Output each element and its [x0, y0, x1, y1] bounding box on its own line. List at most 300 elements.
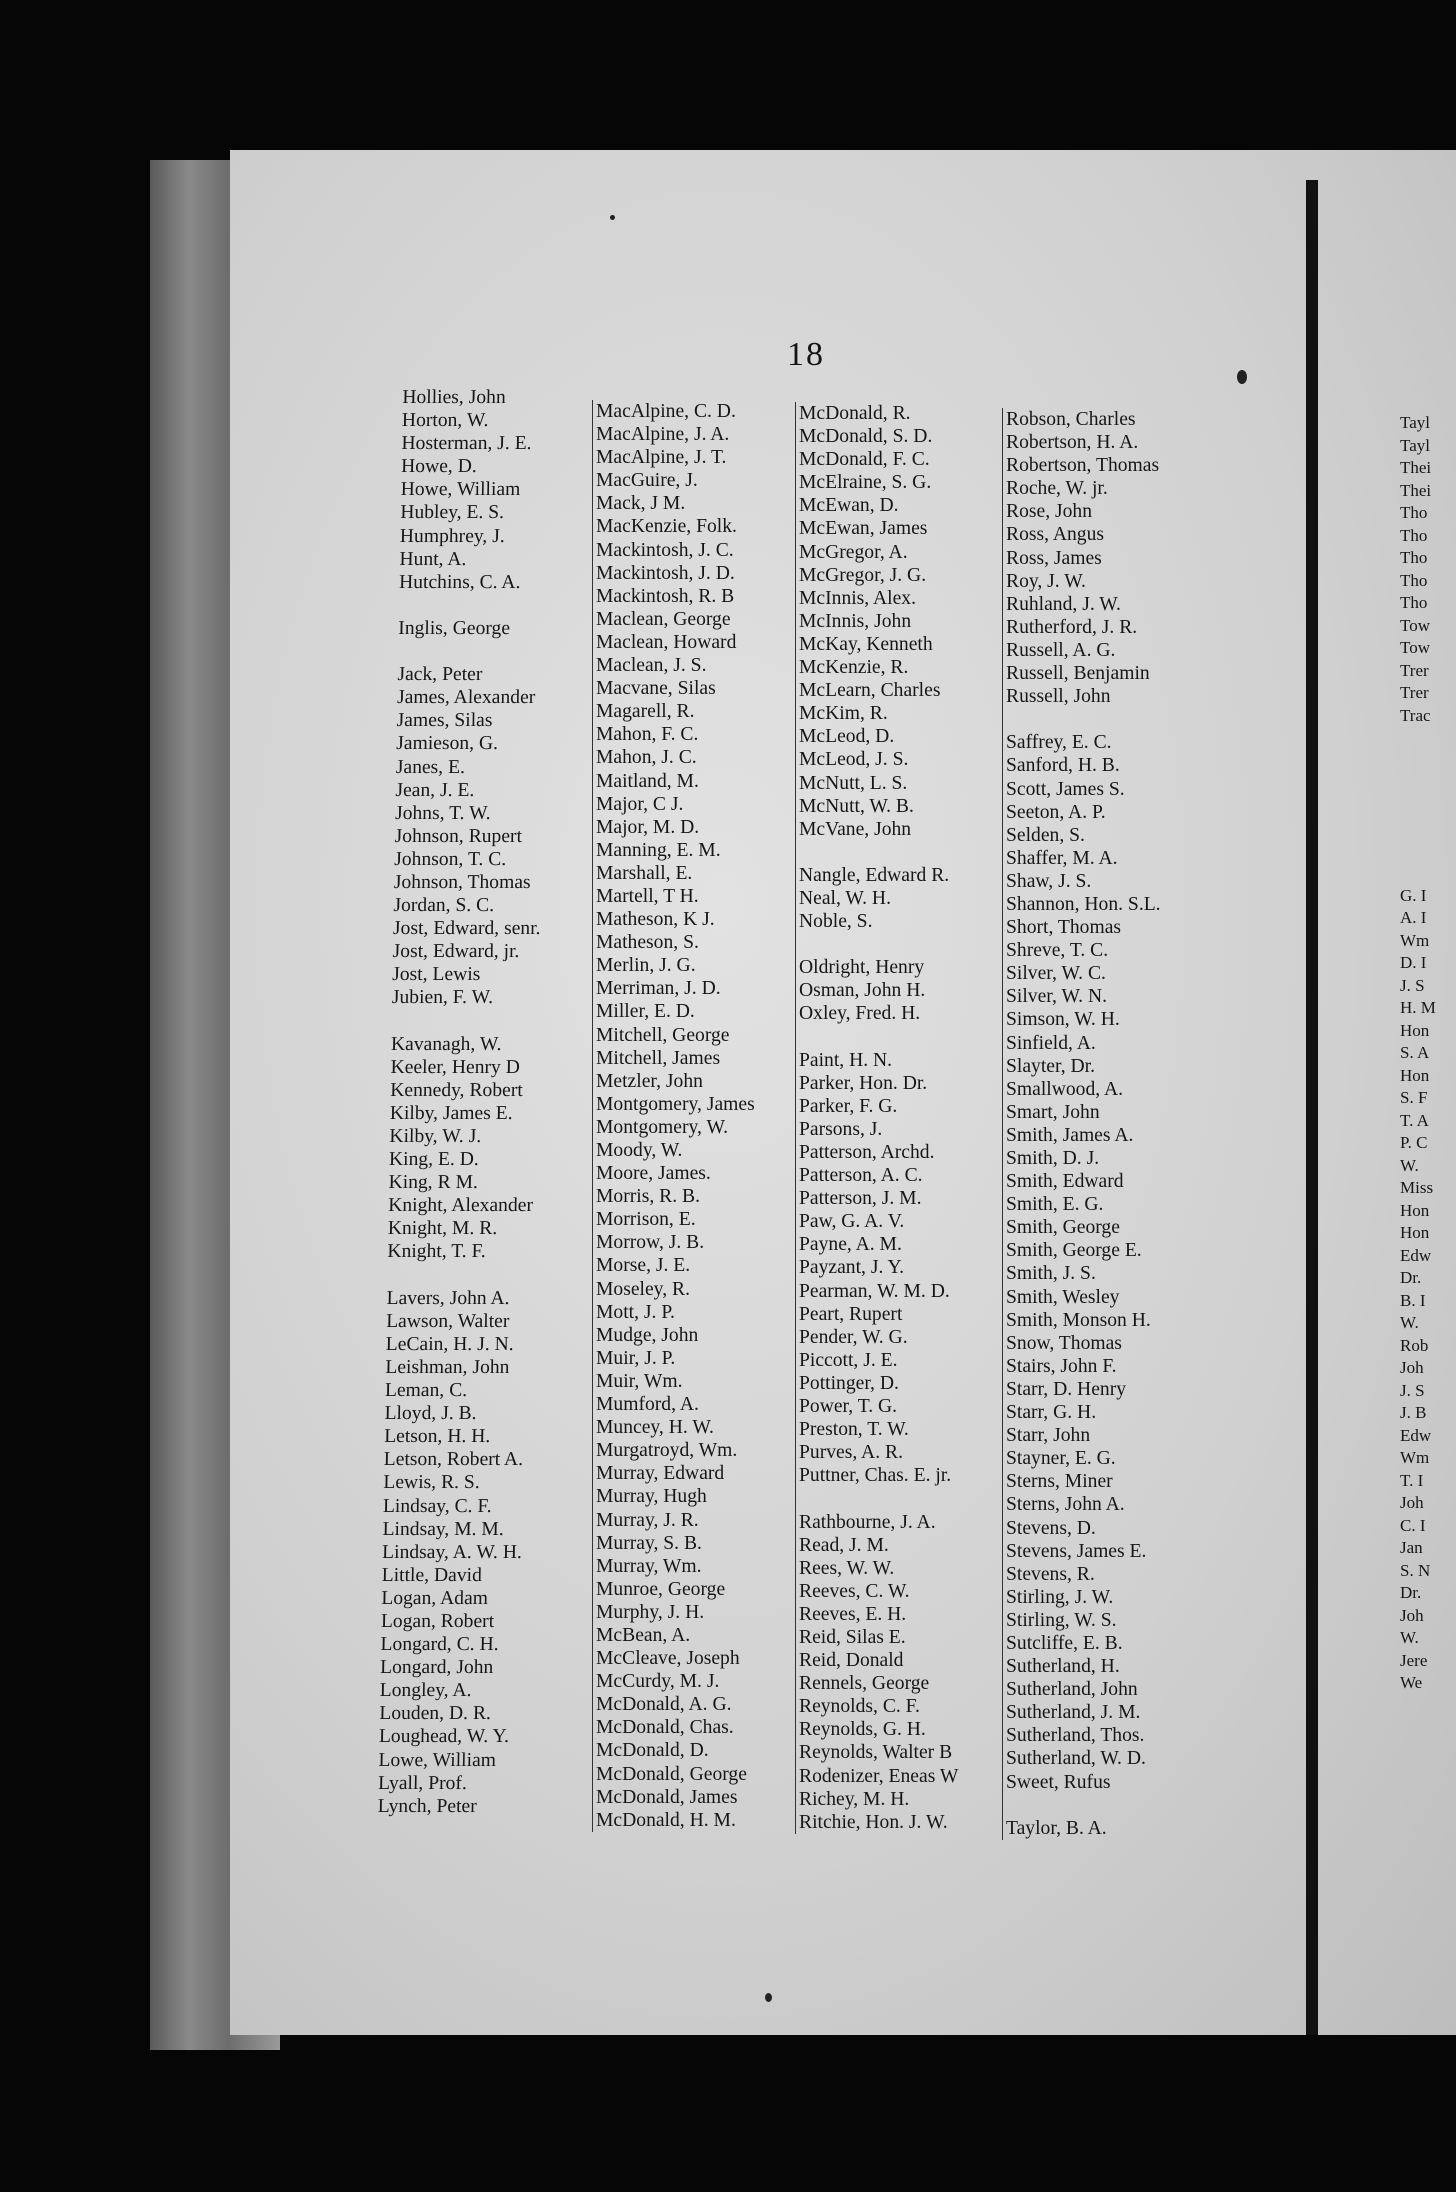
directory-entry: Smart, John — [1006, 1101, 1100, 1123]
directory-entry: Morse, J. E. — [596, 1255, 691, 1277]
directory-entry: Maclean, George — [596, 608, 731, 630]
directory-entry: Tow — [1400, 638, 1430, 657]
directory-entry: McInnis, John — [799, 610, 912, 632]
directory-entry: Maclean, Howard — [596, 631, 737, 653]
directory-entry: T. I — [1400, 1470, 1424, 1490]
ink-speck — [1237, 370, 1247, 384]
directory-entry: Kilby, W. J. — [389, 1126, 482, 1147]
directory-entry: H. M — [1400, 998, 1436, 1017]
directory-entry: Reid, Silas E. — [799, 1626, 906, 1648]
directory-entry: Stairs, John F. — [1006, 1355, 1117, 1377]
directory-entry: McDonald, George — [596, 1763, 747, 1785]
directory-entry: McDonald, H. M. — [596, 1809, 736, 1831]
directory-entry: Robson, Charles — [1006, 409, 1136, 430]
directory-entry: Tho — [1400, 503, 1428, 522]
directory-entry: Wm — [1400, 930, 1430, 950]
directory-entry: Rob — [1400, 1335, 1429, 1355]
directory-entry: Parker, Hon. Dr. — [799, 1072, 928, 1094]
directory-entry: Sutherland, Thos. — [1006, 1725, 1145, 1747]
section-gap — [1400, 817, 1436, 840]
directory-entry: Mitchell, James — [596, 1047, 721, 1069]
directory-entry: Murgatroyd, Wm. — [596, 1440, 738, 1462]
directory-entry: C. I — [1400, 1515, 1426, 1535]
directory-entry: Lindsay, C. F. — [382, 1495, 492, 1517]
section-gap — [799, 841, 958, 864]
directory-entry: Lloyd, J. B. — [384, 1403, 477, 1425]
directory-entry: Morris, R. B. — [596, 1186, 700, 1208]
directory-entry: Jack, Peter — [397, 664, 483, 686]
directory-entry: Lindsay, M. M. — [382, 1518, 504, 1540]
directory-entry: Stayner, E. G. — [1006, 1448, 1116, 1470]
directory-entry: Silver, W. C. — [1006, 963, 1106, 985]
directory-entry: Rennels, George — [799, 1673, 930, 1695]
directory-entry: Murray, Hugh — [596, 1486, 707, 1508]
directory-entry: Oldright, Henry — [799, 957, 925, 979]
directory-entry: B. I — [1400, 1290, 1426, 1310]
directory-entry: Major, C J. — [596, 793, 684, 815]
directory-entry: Hutchins, C. A. — [398, 571, 521, 593]
directory-entry: Pender, W. G. — [799, 1326, 908, 1348]
directory-entry: Knight, M. R. — [387, 1218, 498, 1240]
directory-entry: Kavanagh, W. — [390, 1033, 502, 1055]
directory-entry: Lawson, Walter — [385, 1310, 510, 1332]
section-gap — [799, 1487, 958, 1510]
directory-entry: James, Silas — [396, 710, 493, 732]
directory-entry: McKim, R. — [799, 703, 888, 725]
directory-entry: Short, Thomas — [1006, 917, 1122, 939]
directory-entry: Mackintosh, J. D. — [596, 562, 735, 584]
name-column-5-cropped — [1400, 412, 1436, 1695]
directory-entry: Edw — [1400, 1425, 1432, 1445]
directory-entry: McCleave, Joseph — [596, 1648, 740, 1670]
directory-entry: Sterns, John A. — [1006, 1494, 1125, 1516]
directory-entry: Payzant, J. Y. — [799, 1257, 905, 1279]
directory-entry: Osman, John H. — [799, 980, 926, 1002]
directory-entry: Starr, D. Henry — [1006, 1378, 1127, 1400]
directory-entry: Keeler, Henry D — [390, 1056, 521, 1078]
directory-entry: McInnis, Alex. — [799, 587, 917, 609]
directory-entry: S. F — [1400, 1088, 1428, 1107]
directory-entry: Parsons, J. — [799, 1118, 883, 1140]
directory-entry: Moseley, R. — [596, 1278, 690, 1300]
directory-entry: Sinfield, A. — [1006, 1032, 1096, 1054]
directory-entry: Piccott, J. E. — [799, 1349, 898, 1371]
directory-entry: Jordan, S. C. — [393, 895, 495, 917]
directory-entry: Tayl — [1400, 413, 1430, 432]
directory-entry: Stirling, J. W. — [1006, 1586, 1114, 1608]
directory-entry: Lynch, Peter — [377, 1795, 477, 1817]
directory-entry: Richey, M. H. — [799, 1788, 910, 1810]
directory-entry: Mott, J. P. — [596, 1301, 675, 1323]
directory-entry: Stirling, W. S. — [1006, 1609, 1117, 1631]
directory-entry: Kennedy, Robert — [390, 1079, 523, 1101]
directory-entry: Smallwood, A. — [1006, 1078, 1124, 1100]
directory-entry: Leman, C. — [384, 1380, 468, 1402]
directory-entry: Johnson, T. C. — [394, 848, 507, 870]
directory-entry: Silver, W. N. — [1006, 986, 1108, 1008]
directory-entry: Stevens, R. — [1006, 1563, 1095, 1585]
section-gap — [1006, 1794, 1161, 1817]
directory-entry: Scott, James S. — [1006, 778, 1125, 800]
directory-entry: J. S — [1400, 975, 1425, 995]
directory-entry: McLearn, Charles — [799, 680, 941, 702]
directory-entry: Little, David — [381, 1564, 483, 1586]
directory-entry: Neal, W. H. — [799, 887, 891, 909]
directory-entry: Wm — [1400, 1448, 1430, 1467]
directory-entry: Ruhland, J. W. — [1006, 593, 1121, 615]
directory-entry: Patterson, A. C. — [799, 1165, 923, 1187]
directory-entry: McNutt, W. B. — [799, 795, 914, 817]
directory-entry: Taylor, B. A. — [1006, 1817, 1107, 1839]
directory-entry: Reeves, C. W. — [799, 1580, 910, 1602]
directory-entry: Loughead, W. Y. — [378, 1726, 510, 1748]
directory-entry: Marshall, E. — [596, 862, 693, 884]
directory-entry: Jost, Edward, senr. — [392, 918, 541, 940]
directory-entry: Letson, H. H. — [383, 1426, 491, 1448]
book-gutter — [1306, 180, 1318, 2035]
directory-entry: Longard, C. H. — [380, 1634, 499, 1656]
directory-entry: McDonald, F. C. — [799, 449, 930, 471]
directory-entry: Sweet, Rufus — [1006, 1771, 1111, 1793]
directory-entry: Smith, George E. — [1006, 1240, 1142, 1262]
section-gap — [799, 933, 958, 956]
section-gap — [1400, 772, 1436, 795]
directory-entry: Louden, D. R. — [379, 1703, 492, 1725]
section-gap — [1400, 727, 1436, 750]
directory-entry: Sutherland, J. M. — [1006, 1702, 1141, 1724]
directory-entry: Patterson, Archd. — [799, 1142, 935, 1163]
directory-entry: McKenzie, R. — [799, 657, 909, 679]
directory-entry: Moore, James. — [596, 1163, 711, 1185]
directory-entry: Smith, Wesley — [1006, 1286, 1120, 1308]
directory-entry: Jubien, F. W. — [391, 987, 494, 1009]
directory-entry: Inglis, George — [398, 617, 511, 639]
directory-entry: McLeod, D. — [799, 726, 895, 748]
section-gap — [1400, 795, 1436, 818]
directory-entry: McDonald, A. G. — [596, 1694, 732, 1716]
directory-entry: Murray, Wm. — [596, 1555, 702, 1577]
directory-entry: Power, T. G. — [799, 1396, 898, 1418]
directory-entry: Ross, Angus — [1006, 524, 1104, 546]
directory-entry: Howe, William — [400, 479, 521, 501]
directory-entry: MacAlpine, J. A. — [596, 424, 730, 446]
directory-entry: Pearman, W. M. D. — [799, 1280, 950, 1302]
directory-entry: Lewis, R. S. — [383, 1472, 480, 1494]
directory-entry: McBean, A. — [596, 1624, 691, 1646]
directory-entry: Starr, John — [1006, 1425, 1091, 1447]
directory-entry: McEwan, James — [799, 518, 928, 540]
directory-entry: Tho — [1400, 570, 1428, 590]
directory-entry: McCurdy, M. J. — [596, 1671, 720, 1693]
directory-entry: Logan, Adam — [381, 1587, 489, 1609]
directory-entry: Shaffer, M. A. — [1006, 847, 1118, 869]
directory-entry: Stevens, James E. — [1006, 1540, 1147, 1562]
directory-entry: G. I — [1400, 885, 1427, 905]
directory-entry: McElraine, S. G. — [799, 472, 932, 494]
directory-entry: Hon — [1400, 1065, 1430, 1085]
directory-entry: Joh — [1400, 1493, 1424, 1512]
directory-entry: McDonald, James — [596, 1786, 738, 1808]
directory-entry: Letson, Robert A. — [383, 1449, 524, 1471]
page-number: 18 — [787, 336, 825, 373]
name-column-3 — [795, 402, 958, 1834]
directory-entry: Lowe, William — [378, 1749, 497, 1771]
directory-entry: Patterson, J. M. — [799, 1188, 922, 1210]
directory-entry: MacGuire, J. — [596, 470, 698, 492]
directory-entry: Macvane, Silas — [596, 678, 716, 700]
directory-entry: Horton, W. — [401, 410, 489, 432]
directory-entry: Kilby, James E. — [389, 1102, 513, 1124]
directory-entry: Merriman, J. D. — [596, 978, 721, 1000]
directory-entry: Lyall, Prof. — [377, 1772, 468, 1794]
directory-entry: We — [1400, 1673, 1423, 1692]
directory-entry: Rutherford, J. R. — [1006, 616, 1138, 638]
directory-entry: Morrow, J. B. — [596, 1232, 705, 1254]
directory-entry: Parker, F. G. — [799, 1095, 898, 1117]
directory-entry: S. N — [1400, 1560, 1431, 1580]
directory-entry: Knight, Alexander — [388, 1195, 534, 1217]
directory-entry: Seeton, A. P. — [1006, 801, 1106, 823]
directory-entry: Tow — [1400, 615, 1430, 635]
directory-entry: Mumford, A. — [596, 1394, 699, 1416]
directory-entry: Thei — [1400, 480, 1432, 500]
section-gap — [1400, 750, 1436, 773]
directory-entry: Smith, E. G. — [1006, 1194, 1104, 1216]
directory-entry: Howe, D. — [400, 456, 477, 478]
directory-entry: Jean, J. E. — [395, 779, 475, 801]
directory-entry: W. — [1400, 1628, 1419, 1647]
directory-entry: J. S — [1400, 1380, 1425, 1400]
directory-entry: Rathbourne, J. A. — [799, 1511, 936, 1533]
directory-entry: Paint, H. N. — [799, 1049, 893, 1071]
directory-entry: Purves, A. R. — [799, 1442, 903, 1464]
directory-entry: Murray, S. B. — [596, 1532, 702, 1554]
directory-entry: Read, J. M. — [799, 1534, 889, 1556]
directory-entry: Matheson, K J. — [596, 909, 715, 931]
directory-entry: Ritchie, Hon. J. W. — [799, 1811, 948, 1833]
directory-entry: Sterns, Miner — [1006, 1471, 1113, 1493]
directory-entry: Simson, W. H. — [1006, 1009, 1120, 1031]
directory-entry: Trac — [1400, 705, 1431, 725]
directory-entry: Moody, W. — [596, 1140, 683, 1161]
directory-entry: Major, M. D. — [596, 816, 700, 838]
directory-entry: Smith, George — [1006, 1217, 1120, 1239]
directory-entry: Starr, G. H. — [1006, 1402, 1097, 1424]
directory-entry: Smith, D. J. — [1006, 1148, 1100, 1169]
directory-entry: MacAlpine, J. T. — [596, 447, 727, 469]
directory-entry: Lavers, John A. — [386, 1287, 510, 1309]
directory-entry: J. B — [1400, 1403, 1427, 1422]
directory-entry: Mack, J M. — [596, 493, 686, 515]
directory-entry: Peart, Rupert — [799, 1303, 903, 1325]
directory-entry: Lindsay, A. W. H. — [381, 1541, 523, 1563]
directory-entry: Saffrey, E. C. — [1006, 732, 1112, 754]
directory-entry: MacKenzie, Folk. — [596, 516, 737, 538]
section-gap — [799, 1026, 958, 1049]
directory-entry: McVane, John — [799, 818, 912, 840]
directory-entry: Pottinger, D. — [799, 1372, 899, 1394]
directory-entry: Sutherland, H. — [1006, 1656, 1120, 1678]
directory-entry: Roy, J. W. — [1006, 570, 1086, 592]
name-column-1 — [378, 386, 550, 1818]
directory-entry: Paw, G. A. V. — [799, 1211, 905, 1233]
document-page — [230, 150, 1456, 2035]
section-gap — [391, 1010, 539, 1033]
directory-entry: Longard, John — [379, 1657, 494, 1679]
directory-entry: Puttner, Chas. E. jr. — [799, 1465, 952, 1487]
directory-entry: Roche, W. jr. — [1006, 478, 1108, 500]
directory-entry: Montgomery, W. — [596, 1116, 729, 1138]
directory-entry: A. I — [1400, 908, 1427, 927]
directory-entry: Reynolds, Walter B — [799, 1742, 953, 1764]
directory-entry: James, Alexander — [396, 687, 536, 709]
directory-entry: T. A — [1400, 1110, 1429, 1130]
name-column-4 — [1002, 408, 1161, 1840]
directory-entry: Joh — [1400, 1605, 1424, 1625]
directory-entry: McDonald, S. D. — [799, 426, 933, 448]
directory-entry: Jost, Edward, jr. — [392, 941, 520, 963]
directory-entry: Smith, Edward — [1006, 1171, 1124, 1193]
directory-entry: Payne, A. M. — [799, 1234, 902, 1256]
directory-entry: Reeves, E. H. — [799, 1603, 907, 1625]
directory-entry: Oxley, Fred. H. — [799, 1003, 921, 1025]
directory-entry: Noble, S. — [799, 911, 873, 933]
directory-entry: Preston, T. W. — [799, 1419, 909, 1441]
directory-entry: Magarell, R. — [596, 701, 695, 723]
directory-entry: Logan, Robert — [380, 1610, 495, 1632]
directory-entry: Jamieson, G. — [396, 733, 499, 755]
directory-entry: Russell, A. G. — [1006, 639, 1116, 661]
directory-entry: Jere — [1400, 1650, 1428, 1670]
directory-entry: Mackintosh, R. B — [596, 585, 735, 607]
name-column-2 — [592, 400, 755, 1832]
directory-entry: Dr. — [1400, 1583, 1422, 1602]
directory-entry: Muir, J. P. — [596, 1347, 676, 1369]
directory-entry: Morrison, E. — [596, 1209, 696, 1231]
directory-entry: W. — [1400, 1313, 1419, 1332]
section-gap — [1400, 862, 1436, 885]
directory-entry: Murray, J. R. — [596, 1509, 699, 1531]
directory-entry: Tho — [1400, 525, 1428, 545]
directory-entry: Hon — [1400, 1200, 1430, 1220]
directory-entry: Rees, W. W. — [799, 1557, 895, 1579]
directory-entry: Tayl — [1400, 435, 1430, 455]
directory-entry: Tho — [1400, 593, 1428, 612]
directory-entry: McGregor, J. G. — [799, 564, 927, 586]
ink-speck — [765, 1993, 772, 2002]
directory-entry: Sutcliffe, E. B. — [1006, 1632, 1123, 1654]
directory-entry: Johns, T. W. — [394, 802, 491, 824]
directory-entry: Hubley, E. S. — [400, 502, 505, 524]
directory-entry: McDonald, D. — [596, 1740, 709, 1762]
directory-entry: McNutt, L. S. — [799, 772, 908, 794]
directory-entry: P. C — [1400, 1133, 1428, 1152]
section-gap — [398, 594, 546, 617]
directory-entry: Jan — [1400, 1538, 1423, 1557]
directory-entry: Sanford, H. B. — [1006, 755, 1120, 777]
directory-entry: Hunt, A. — [399, 548, 467, 570]
directory-entry: Murphy, J. H. — [596, 1601, 705, 1623]
directory-entry: Manning, E. M. — [596, 839, 721, 861]
directory-entry: Maclean, J. S. — [596, 655, 707, 677]
directory-entry: Reynolds, G. H. — [799, 1719, 926, 1741]
directory-entry: Shreve, T. C. — [1006, 940, 1109, 962]
directory-entry: Mitchell, George — [596, 1024, 730, 1046]
directory-entry: Hosterman, J. E. — [401, 433, 532, 455]
directory-entry: Knight, T. F. — [387, 1241, 486, 1263]
directory-entry: Thei — [1400, 458, 1432, 477]
directory-entry: Smith, James A. — [1006, 1124, 1134, 1146]
directory-entry: King, R M. — [388, 1172, 479, 1194]
directory-entry: Robertson, H. A. — [1006, 432, 1139, 454]
directory-entry: Mackintosh, J. C. — [596, 539, 734, 561]
directory-entry: Joh — [1400, 1358, 1424, 1377]
directory-entry: Sutherland, John — [1006, 1679, 1138, 1701]
directory-entry: Montgomery, James — [596, 1093, 755, 1115]
directory-entry: Leishman, John — [385, 1356, 510, 1378]
directory-entry: Hollies, John — [402, 387, 506, 408]
directory-entry: McEwan, D. — [799, 495, 899, 517]
directory-entry: Metzler, John — [596, 1070, 703, 1092]
directory-entry: Robertson, Thomas — [1006, 455, 1160, 477]
directory-entry: Shannon, Hon. S.L. — [1006, 893, 1161, 915]
directory-entry: Russell, Benjamin — [1006, 663, 1150, 685]
directory-entry: Reid, Donald — [799, 1650, 904, 1672]
directory-entry: Maitland, M. — [596, 770, 699, 792]
directory-entry: Dr. — [1400, 1268, 1422, 1287]
directory-entry: Trer — [1400, 683, 1429, 702]
directory-entry: LeCain, H. J. N. — [385, 1333, 514, 1355]
directory-entry: D. I — [1400, 953, 1427, 972]
directory-entry: McDonald, R. — [799, 403, 911, 424]
directory-entry: Hon — [1400, 1223, 1430, 1242]
directory-entry: Humphrey, J. — [399, 525, 505, 547]
section-gap — [1400, 840, 1436, 863]
directory-entry: Mahon, F. C. — [596, 724, 699, 746]
directory-entry: Merlin, J. G. — [596, 955, 696, 977]
directory-entry: Reynolds, C. F. — [799, 1696, 920, 1718]
directory-entry: Murray, Edward — [596, 1463, 725, 1485]
directory-entry: Janes, E. — [395, 756, 466, 778]
directory-entry: Johnson, Rupert — [394, 825, 523, 847]
directory-entry: S. A — [1400, 1043, 1430, 1062]
directory-entry: W. — [1400, 1155, 1419, 1175]
directory-entry: Rose, John — [1006, 501, 1093, 523]
directory-entry: Sutherland, W. D. — [1006, 1748, 1146, 1770]
directory-entry: MacAlpine, C. D. — [596, 401, 736, 422]
directory-entry: McLeod, J. S. — [799, 749, 909, 771]
directory-entry: Tho — [1400, 548, 1428, 567]
directory-entry: Miss — [1400, 1178, 1434, 1197]
directory-entry: Longley, A. — [379, 1680, 472, 1702]
directory-entry: Stevens, D. — [1006, 1517, 1096, 1539]
directory-entry: Slayter, Dr. — [1006, 1055, 1096, 1077]
directory-entry: Nangle, Edward R. — [799, 864, 950, 886]
directory-entry: Muncey, H. W. — [596, 1417, 714, 1439]
directory-entry: Johnson, Thomas — [393, 871, 531, 893]
directory-entry: Smith, J. S. — [1006, 1263, 1096, 1285]
directory-entry: Munroe, George — [596, 1578, 726, 1600]
directory-entry: Muir, Wm. — [596, 1370, 683, 1392]
section-gap — [1006, 708, 1161, 731]
directory-entry: Mudge, John — [596, 1324, 699, 1346]
directory-entry: McGregor, A. — [799, 541, 908, 563]
directory-entry: Trer — [1400, 660, 1429, 680]
directory-entry: Martell, T H. — [596, 885, 699, 907]
directory-entry: Snow, Thomas — [1006, 1332, 1122, 1354]
directory-entry: Mahon, J. C. — [596, 747, 697, 769]
directory-entry: Smith, Monson H. — [1006, 1309, 1151, 1331]
